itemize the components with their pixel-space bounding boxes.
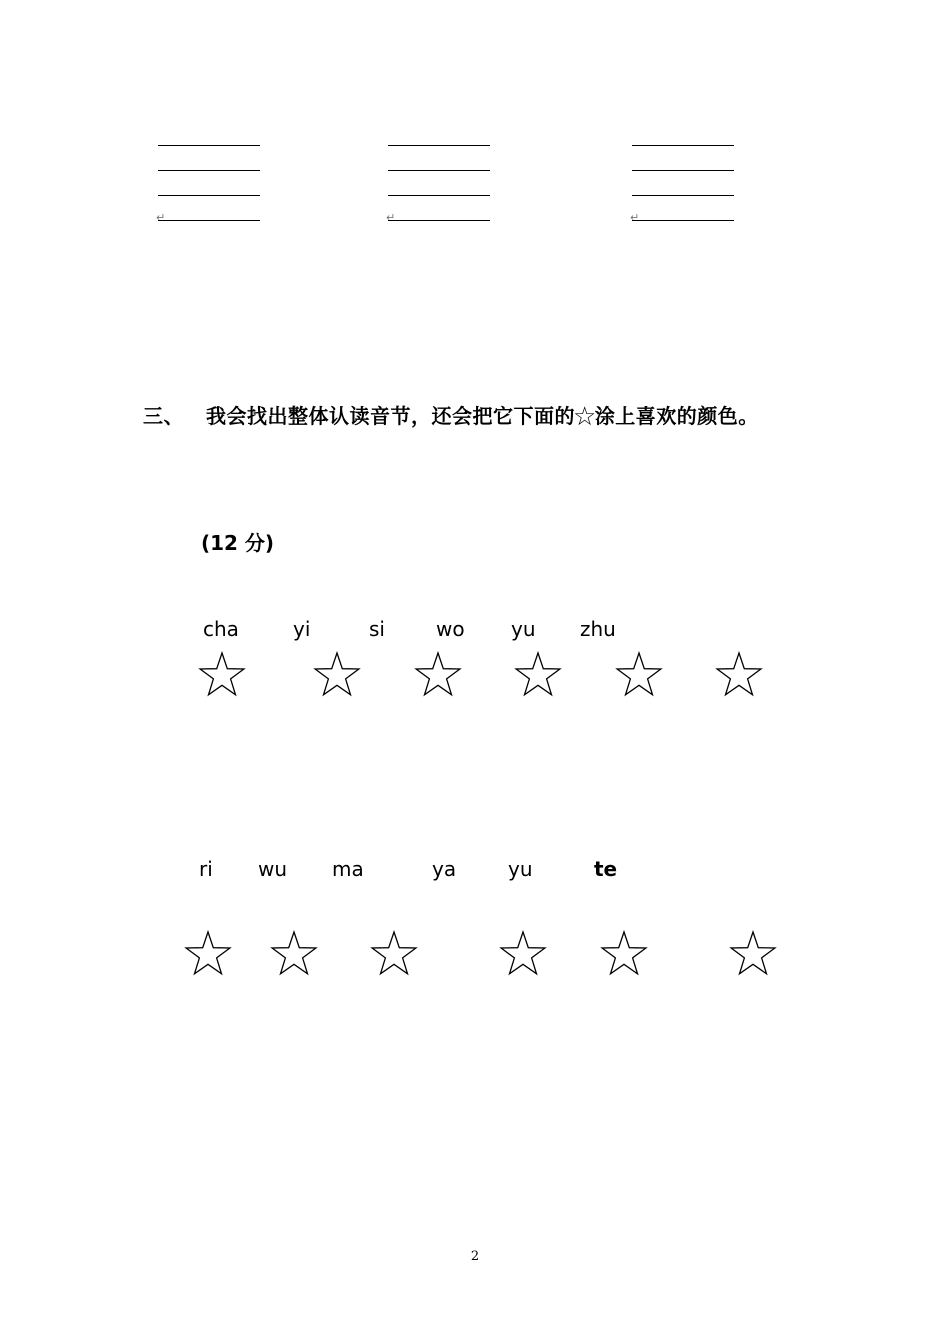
score-label: (12 分) [201, 531, 275, 555]
syllable-label: ya [432, 857, 457, 881]
star-icon[interactable] [313, 651, 361, 697]
syllable-label: cha [203, 617, 239, 641]
return-mark-icon: ↵ [630, 211, 640, 224]
syllable-label: yu [511, 617, 536, 641]
star-icon[interactable] [615, 651, 663, 697]
syllable-label: ma [332, 857, 364, 881]
instruction-text-after: 涂上喜欢的颜色。 [594, 404, 759, 428]
section-heading [143, 400, 759, 430]
writing-line[interactable] [156, 196, 260, 224]
syllable-label: si [369, 617, 385, 641]
instruction-text-before: 我会找出整体认读音节，还会把它下面的 [206, 404, 575, 428]
star-icon[interactable] [514, 651, 562, 697]
star-icon: ☆ [573, 402, 597, 432]
return-mark-icon: ↵ [156, 211, 166, 224]
syllable-label: yi [293, 617, 311, 641]
page-number: 2 [470, 1249, 480, 1264]
writing-line[interactable] [386, 196, 490, 224]
writing-line[interactable] [388, 171, 490, 196]
star-icon[interactable] [270, 930, 318, 976]
syllable-label: zhu [580, 617, 616, 641]
star-icon[interactable] [715, 651, 763, 697]
writing-line[interactable] [632, 146, 734, 171]
writing-line[interactable] [632, 171, 734, 196]
writing-line[interactable] [158, 171, 260, 196]
syllable-label: wo [436, 617, 465, 641]
star-icon[interactable] [198, 651, 246, 697]
writing-line[interactable] [388, 146, 490, 171]
answer-lines-group-2 [386, 145, 490, 224]
answer-lines-group-3 [630, 145, 734, 224]
star-icon[interactable] [600, 930, 648, 976]
syllable-label: yu [508, 857, 533, 881]
star-icon[interactable] [729, 930, 777, 976]
star-icon[interactable] [184, 930, 232, 976]
star-icon[interactable] [499, 930, 547, 976]
star-icon[interactable] [370, 930, 418, 976]
return-mark-icon: ↵ [386, 211, 396, 224]
section-number: 三、 [143, 404, 184, 428]
writing-line[interactable] [158, 146, 260, 171]
answer-lines-group-1 [156, 145, 260, 224]
writing-line[interactable] [630, 196, 734, 224]
star-icon[interactable] [414, 651, 462, 697]
syllable-label: ri [199, 857, 213, 881]
syllable-label: te [594, 857, 618, 881]
syllable-label: wu [258, 857, 288, 881]
